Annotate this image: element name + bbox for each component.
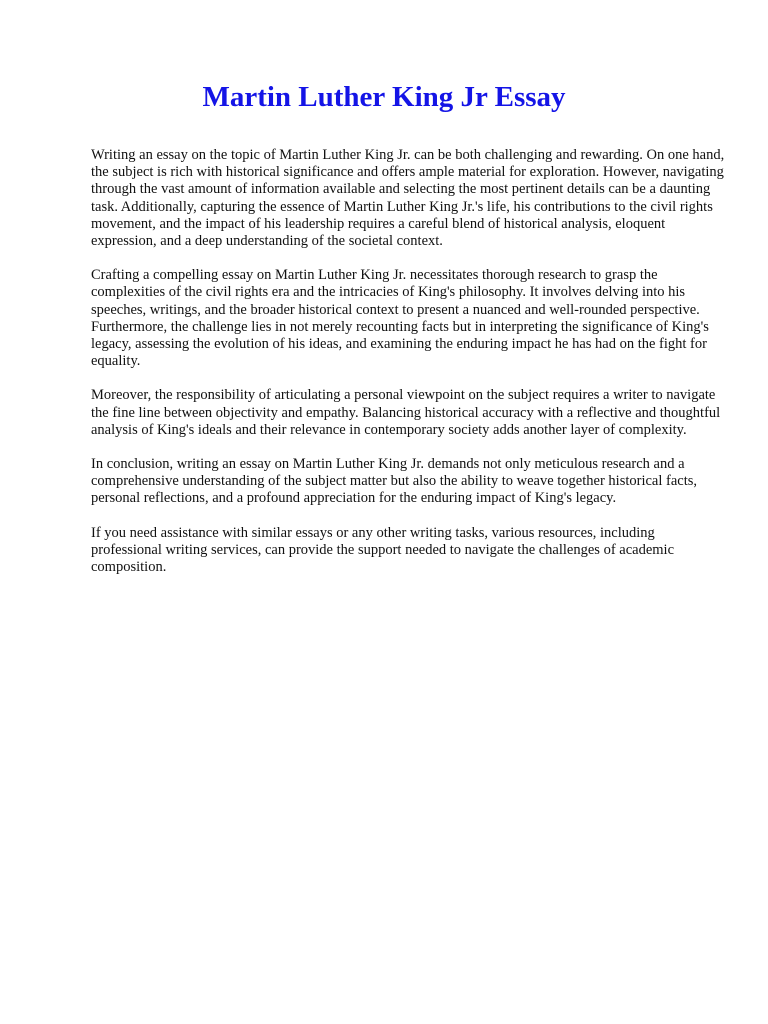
document-title: Martin Luther King Jr Essay <box>202 81 566 113</box>
paragraph-5: If you need assistance with similar essays or any other writing tasks, various resources, including professional writing services, can provide the support needed to navigate the challenges of academic composition. <box>91 524 675 576</box>
paragraph-2: Crafting a compelling essay on Martin Luther King Jr. necessitates thorough research to grasp the complexities of the civil rights era and the intricacies of King's philosophy. It involves delving into his speeches, writings, and the broader historical context to present a nuanced and well-rounded perspective. Furthermore, the challenge lies in not merely recounting facts but in interpreting the significance of King's legacy, assessing the evolution of his ideas, and examining the enduring impact he has had on the fight for equality. <box>91 267 709 370</box>
paragraph-1: Writing an essay on the topic of Martin Luther King Jr. can be both challenging and rewarding. On one hand, the subject is rich with historical significance and offers ample material for exploration. However, navigating through the vast amount of information available and selecting the most pertinent details can be a daunting task. Additionally, capturing the essence of Martin Luther King Jr.'s life, his contributions to the civil rights movement, and the impact of his leadership requires a careful blend of historical analysis, eloquent expression, and a deep understanding of the societal context. <box>91 147 725 250</box>
document-body <box>91 147 727 593</box>
paragraph-4: In conclusion, writing an essay on Martin Luther King Jr. demands not only meticulous research and a comprehensive understanding of the subject matter but also the ability to weave together historical facts, personal reflections, and a profound appreciation for the enduring impact of King's legacy. <box>91 456 697 507</box>
paragraph-3: Moreover, the responsibility of articulating a personal viewpoint on the subject requires a writer to navigate the fine line between objectivity and empathy. Balancing historical accuracy with a reflective and thoughtful analysis of King's ideals and their relevance in contemporary society adds another layer of complexity. <box>91 387 721 438</box>
